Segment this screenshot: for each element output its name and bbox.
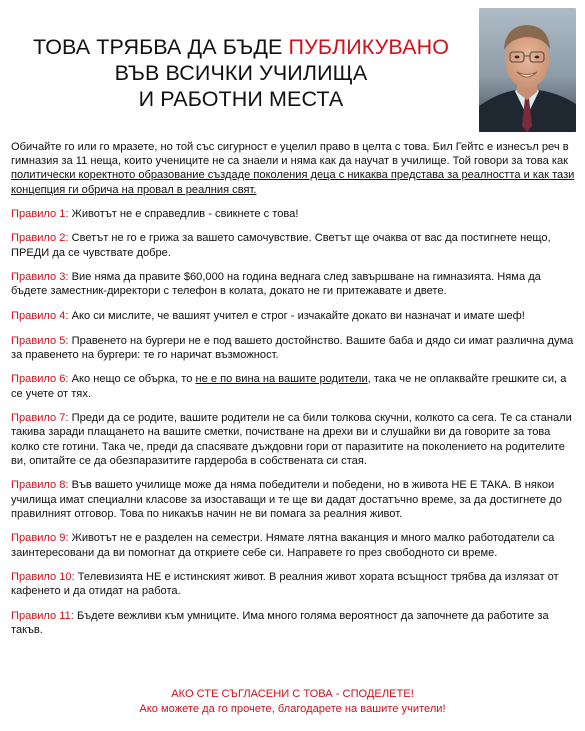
rule-6	[11, 372, 577, 400]
rule-9	[11, 531, 577, 559]
rule-label: Правило 11:	[11, 609, 74, 622]
intro-text: Обичайте го или го мразете, но той със сигурност е уцелил право в целта с това. Бил Гейтс е изнесъл реч в гимназия за 11 неща, които учениците не са знаели и няма как да научат в училище. Той говори за това как	[11, 141, 569, 168]
rule-text: Правенето на бургери не е под вашето достойнство. Вашите баба и дядо си имат различна дума за правенето на бургери: те го наричат възможност.	[11, 334, 574, 361]
rule-label: Правило 2:	[11, 232, 69, 245]
rule-text: Вие няма да правите $60,000 на година веднага след завършване на гимназията. Няма да бъдете заместник-директори с телефон в колата, докато не ги притежавате и двете.	[11, 271, 541, 298]
rule-label: Правило 7:	[11, 412, 69, 425]
rule-3	[11, 270, 577, 298]
rule-label: Правило 5:	[11, 334, 69, 347]
rule-label: Правило 4:	[11, 310, 69, 322]
rule-text: Бъдете вежливи към умниците. Има много голяма вероятност да започнете да работите за такъв.	[11, 609, 549, 637]
title-line-1-a: ТОВА ТРЯБВА ДА БЪДЕ	[32, 35, 289, 59]
footer-share-line: АКО СТЕ СЪГЛАСЕНИ С ТОВА - СПОДЕЛЕТЕ!	[171, 688, 414, 700]
title-line-3: И РАБОТНИ МЕСТА	[138, 87, 344, 111]
page-title	[8, 34, 474, 112]
rule-4	[11, 309, 577, 323]
title-line-1	[8, 34, 474, 60]
rule-text: Животът не е разделен на семестри. Нямате лятна ваканция и много малко работодатели са заинтересовани да ви помогнат да откриете себе си. Направете го през свободното си време.	[11, 532, 555, 559]
rule-text: Светът не го е грижа за вашето самочувствие. Светът ще очаква от вас да постигнете нещо, ПРЕДИ да се чувствате добре.	[11, 232, 551, 259]
intro-paragraph	[11, 140, 577, 197]
rule-10	[11, 570, 577, 598]
rule-label: Правило 9:	[11, 532, 69, 545]
rule-label: Правило 1:	[11, 207, 69, 220]
rule-text: Животът не е справедлив - свикнете с това!	[68, 207, 299, 220]
rule-11	[11, 609, 577, 637]
rule-text: Ако нещо се обърка, то	[68, 373, 196, 386]
rule-underlined-text: не е по вина на вашите родители	[195, 373, 368, 386]
rule-label: Правило 10:	[11, 571, 75, 584]
title-highlight: ПУБЛИКУВАНО	[288, 35, 450, 59]
rule-2	[11, 231, 577, 259]
rule-7	[11, 411, 577, 468]
footer-thanks-line: Ако можете да го прочете, благодарете на вашите учители!	[139, 702, 446, 715]
rule-5	[11, 334, 577, 362]
article-body	[11, 140, 577, 648]
rule-text: Във вашето училище може да няма победители и победени, но в живота НЕ Е ТАКА. В някои училища имат специални класове за изоставащи и те ще ви дадат достатъчно време, за да достигнете до правилният отговор. Това по никакъв начин не ви помага за реалния живот.	[11, 479, 562, 520]
rule-label: Правило 3:	[11, 271, 69, 284]
rule-text-continued: , така че не оплаквайте грешките си, а се учете от тях.	[11, 373, 567, 400]
rule-label: Правило 8:	[11, 479, 69, 492]
rule-1	[11, 207, 577, 221]
header	[0, 0, 585, 135]
footer-call-to-action	[0, 687, 585, 716]
rule-text: Преди да се родите, вашите родители не са били толкова скучни, колкото са сега. Те са станали такива заради плащането на вашите сметки, почистване на дрехи ви и слушайки ви да говорите за това колко сте готини. Така че, преди да спасявате дъждовни гори от паразитите на поколението на родителите ви, опитайте се да обезпаразитите гардероба в собствената си стая.	[11, 412, 572, 467]
rule-8	[11, 478, 577, 521]
title-line-2: ВЪВ ВСИЧКИ УЧИЛИЩА	[114, 61, 368, 85]
rule-text: Телевизията НЕ е истинският живот. В реалния живот хората всъщност трябва да излязат от кафенето и да отидат на работа.	[11, 571, 559, 598]
rule-label: Правило 6:	[11, 373, 69, 386]
intro-underlined-text: политически коректното образование създаде поколения деца с никаква представа за реалността и как тази концепция ги обрича на провал в реалния свят.	[11, 169, 575, 196]
rule-text: Ако си мислите, че вашият учител е строг - изчакайте докато ви назначат и имате шеф!	[68, 310, 525, 322]
portrait-photo	[479, 8, 576, 132]
